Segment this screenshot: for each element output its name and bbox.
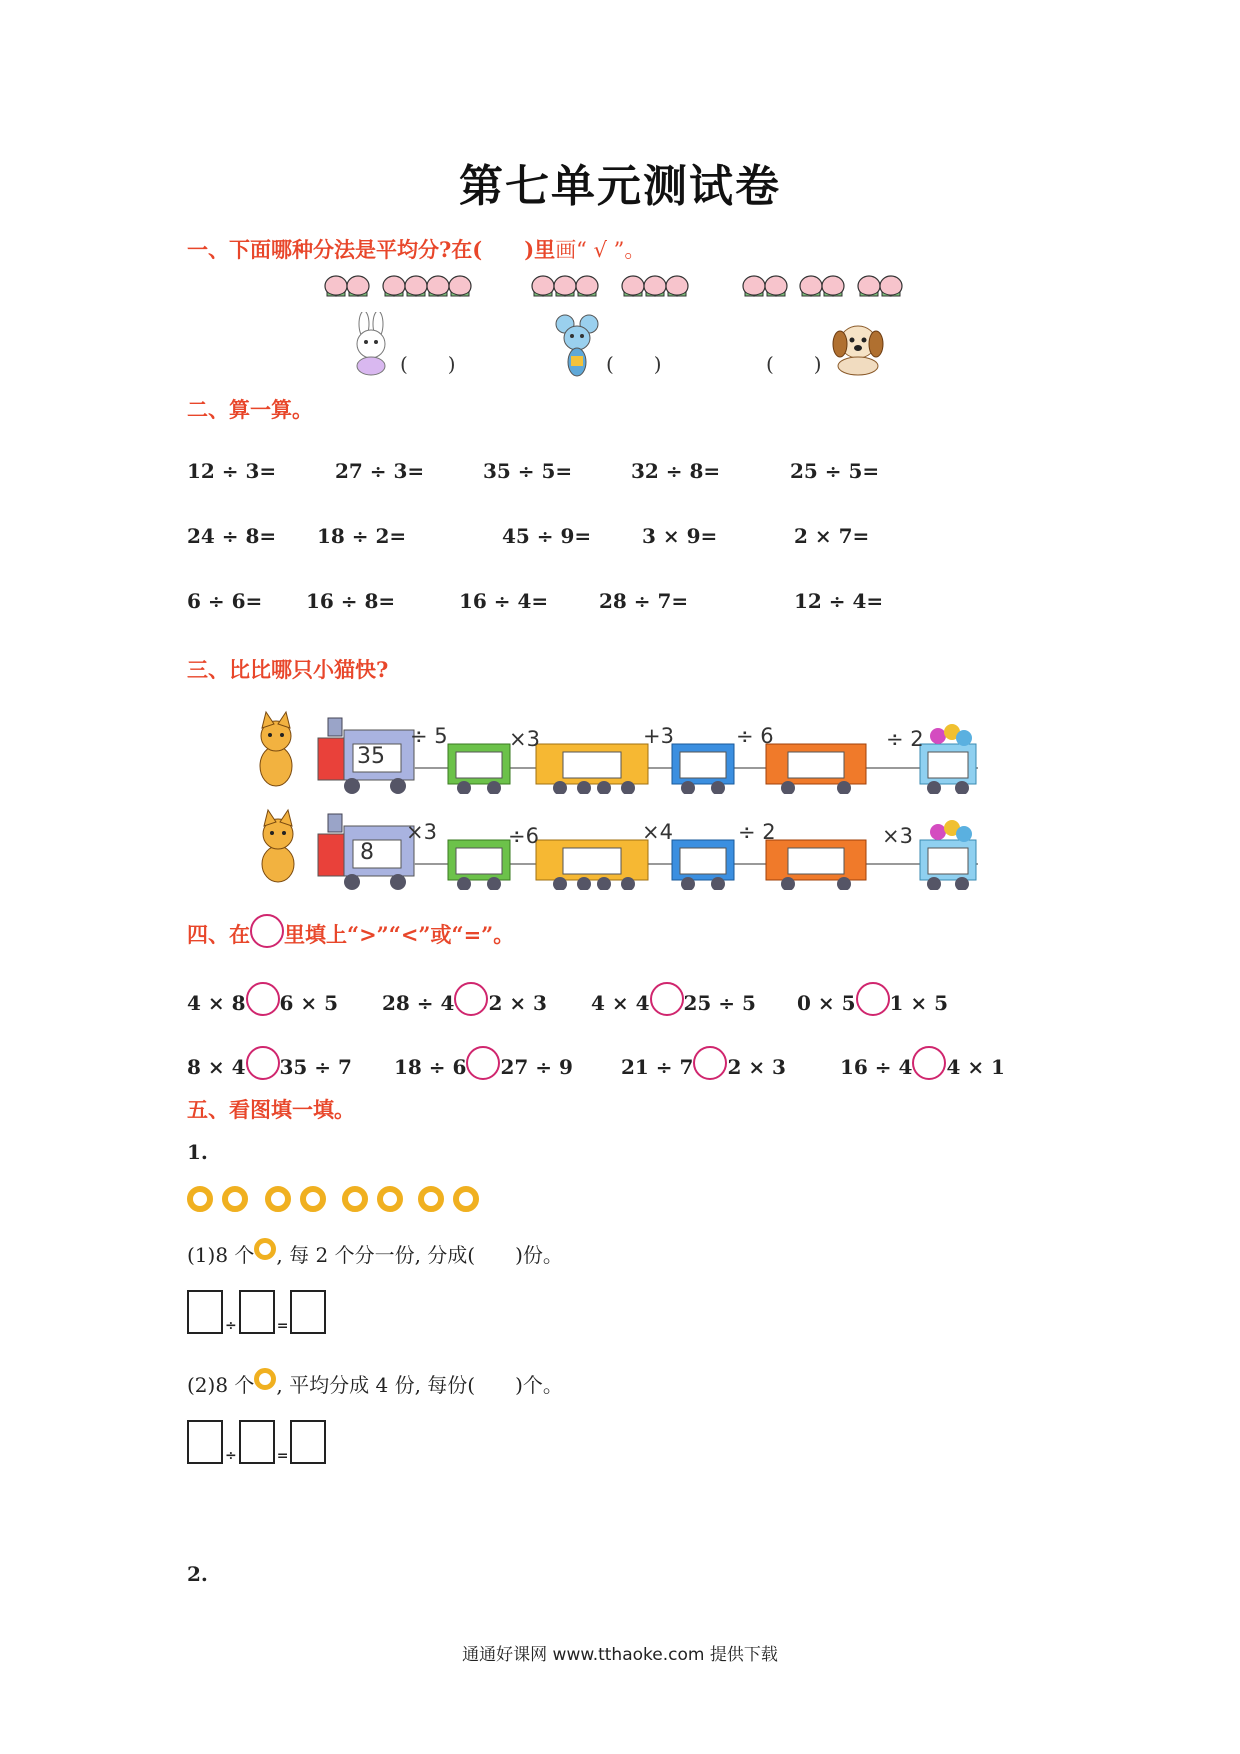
calc-item: 12 ÷ 4=	[794, 589, 884, 613]
section-4-heading	[187, 914, 514, 949]
peach-groups-illustration	[320, 272, 940, 306]
compare-circle-input[interactable]	[856, 982, 890, 1016]
compare-circle-input[interactable]	[466, 1046, 500, 1080]
rabbit-icon	[348, 312, 396, 376]
ring-icon	[377, 1186, 403, 1212]
compare-item: 4 × 8 6 × 5	[187, 982, 338, 1016]
calc-item: 27 ÷ 3=	[335, 459, 425, 483]
calc-item: 16 ÷ 8=	[306, 589, 396, 613]
ring-icon	[222, 1186, 248, 1212]
page-title: 第七单元测试卷	[459, 161, 781, 212]
ring-row	[187, 1186, 487, 1216]
ring-icon	[265, 1186, 291, 1212]
answer-box[interactable]	[290, 1290, 326, 1334]
answer-paren-3[interactable]: ( )	[766, 352, 822, 376]
answer-box[interactable]	[187, 1420, 223, 1464]
compare-item: 16 ÷ 4 4 × 1	[840, 1046, 1005, 1080]
calc-item: 32 ÷ 8=	[631, 459, 721, 483]
answer-box[interactable]	[290, 1420, 326, 1464]
section-1-heading	[187, 234, 645, 264]
calc-item: 35 ÷ 5=	[483, 459, 573, 483]
answer-box[interactable]	[187, 1290, 223, 1334]
ring-icon	[300, 1186, 326, 1212]
section-3-heading: 三、比比哪只小猫快?	[187, 657, 389, 682]
train-2	[248, 804, 988, 890]
calc-item: 2 × 7=	[794, 524, 870, 548]
calc-item: 6 ÷ 6=	[187, 589, 263, 613]
ring-icon	[453, 1186, 479, 1212]
question-1-part-2: (2)8 个 , 平均分成 4 份, 每份( )个。	[187, 1368, 563, 1398]
cat-icon-1	[260, 712, 292, 786]
ring-icon	[342, 1186, 368, 1212]
calc-item: 16 ÷ 4=	[459, 589, 549, 613]
section-2-heading: 二、算一算。	[187, 397, 313, 422]
compare-circle-input[interactable]	[650, 982, 684, 1016]
compare-circle-input[interactable]	[454, 982, 488, 1016]
answer-box[interactable]	[239, 1290, 275, 1334]
calc-item: 18 ÷ 2=	[317, 524, 407, 548]
compare-item: 21 ÷ 7 2 × 3	[621, 1046, 786, 1080]
train-1-op-2: ×3	[509, 727, 540, 751]
calc-item: 25 ÷ 5=	[790, 459, 880, 483]
section-1-heading-tail: 画“ √ ”。	[555, 238, 646, 262]
equation-boxes-2: ÷ =	[187, 1420, 326, 1464]
answer-paren-2[interactable]: ( )	[606, 352, 662, 376]
question-1-part-1: (1)8 个 , 每 2 个分一份, 分成( )份。	[187, 1238, 563, 1268]
compare-circle-icon	[250, 914, 284, 948]
compare-circle-input[interactable]	[246, 982, 280, 1016]
section-4-heading-a: 四、在	[187, 922, 250, 947]
ring-icon	[254, 1368, 276, 1390]
calc-item: 3 × 9=	[642, 524, 718, 548]
compare-item: 18 ÷ 6 27 ÷ 9	[394, 1046, 573, 1080]
train-1-op-1: ÷ 5	[410, 724, 448, 748]
section-5-heading: 五、看图填一填。	[187, 1097, 355, 1122]
train-2-op-5: ×3	[882, 824, 913, 848]
train-2-start-value: 8	[360, 840, 374, 865]
compare-item: 0 × 5 1 × 5	[797, 982, 948, 1016]
compare-item: 4 × 4 25 ÷ 5	[591, 982, 756, 1016]
train-1-op-3: +3	[643, 724, 674, 748]
compare-circle-input[interactable]	[912, 1046, 946, 1080]
footer-source: 通通好课网 www.tthaoke.com 提供下载	[462, 1645, 778, 1665]
ring-icon	[254, 1238, 276, 1260]
train-1-op-4: ÷ 6	[736, 724, 774, 748]
answer-box[interactable]	[239, 1420, 275, 1464]
dog-icon	[828, 318, 888, 376]
train-2-op-2: ÷6	[508, 824, 539, 848]
compare-circle-input[interactable]	[246, 1046, 280, 1080]
calc-item: 24 ÷ 8=	[187, 524, 277, 548]
calc-item: 12 ÷ 3=	[187, 459, 277, 483]
train-1-start-value: 35	[357, 744, 385, 769]
answer-paren-1[interactable]: ( )	[400, 352, 456, 376]
compare-circle-input[interactable]	[693, 1046, 727, 1080]
train-1-op-5: ÷ 2	[886, 727, 924, 751]
calc-item: 45 ÷ 9=	[502, 524, 592, 548]
ring-icon	[418, 1186, 444, 1212]
train-2-op-3: ×4	[642, 820, 673, 844]
compare-item: 28 ÷ 4 2 × 3	[382, 982, 547, 1016]
train-2-op-1: ×3	[406, 820, 437, 844]
compare-item: 8 × 4 35 ÷ 7	[187, 1046, 352, 1080]
section-1-heading-text: 一、下面哪种分法是平均分?在( )里	[187, 237, 556, 262]
question-1-label: 1.	[187, 1140, 208, 1164]
section-4-heading-b: 里填上“>”“<”或“=”。	[284, 922, 515, 947]
calc-item: 28 ÷ 7=	[599, 589, 689, 613]
train-2-op-4: ÷ 2	[738, 820, 776, 844]
question-2-label: 2.	[187, 1562, 208, 1586]
mouse-icon	[552, 312, 602, 378]
ring-icon	[187, 1186, 213, 1212]
equation-boxes-1: ÷ =	[187, 1290, 326, 1334]
cat-icon-2	[262, 810, 294, 882]
